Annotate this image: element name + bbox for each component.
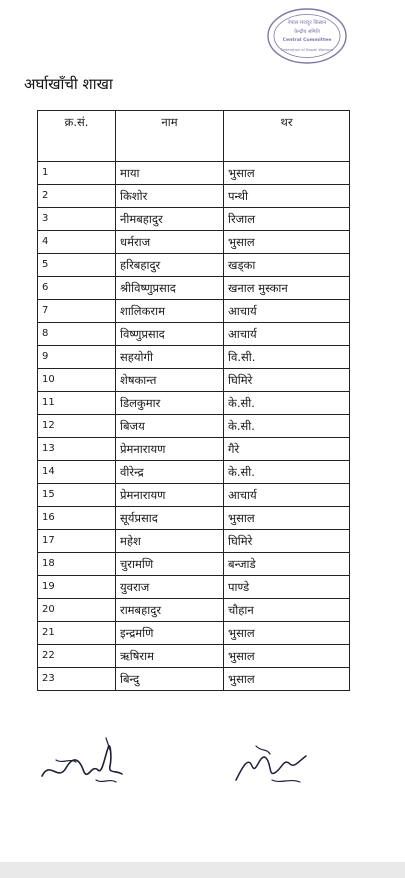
organization-stamp: [266, 6, 348, 66]
serial-number-cell: 15: [38, 484, 116, 507]
surname-cell: आचार्य: [224, 323, 350, 346]
serial-number-cell: 21: [38, 622, 116, 645]
surname-cell: वि.सी.: [224, 346, 350, 369]
table-row: [38, 461, 350, 484]
serial-number-cell: 11: [38, 392, 116, 415]
serial-number-cell: 10: [38, 369, 116, 392]
serial-number-cell: 13: [38, 438, 116, 461]
surname-cell: भुसाल: [224, 622, 350, 645]
table-row: [38, 668, 350, 691]
name-cell: सूर्यप्रसाद: [116, 507, 224, 530]
serial-number-cell: 3: [38, 208, 116, 231]
serial-number-cell: 6: [38, 277, 116, 300]
surname-cell: भुसाल: [224, 162, 350, 185]
table-row: [38, 576, 350, 599]
serial-number-cell: 20: [38, 599, 116, 622]
name-cell: चुरामणि: [116, 553, 224, 576]
serial-number-cell: 2: [38, 185, 116, 208]
name-cell: डिलकुमार: [116, 392, 224, 415]
surname-cell: भुसाल: [224, 231, 350, 254]
header-serial-number: क्र.सं.: [38, 111, 116, 162]
name-cell: धर्मराज: [116, 231, 224, 254]
name-cell: प्रेमनारायण: [116, 484, 224, 507]
name-cell: रामबहादुर: [116, 599, 224, 622]
surname-cell: पन्थी: [224, 185, 350, 208]
name-cell: युवराज: [116, 576, 224, 599]
table-row: [38, 599, 350, 622]
table-row: [38, 645, 350, 668]
surname-cell: खड्का: [224, 254, 350, 277]
table-row: [38, 392, 350, 415]
stamp-line-4: Federation of Nepali Workers: [281, 48, 333, 52]
surname-cell: घिमिरे: [224, 530, 350, 553]
name-cell: ऋषिराम: [116, 645, 224, 668]
surname-cell: भुसाल: [224, 507, 350, 530]
serial-number-cell: 14: [38, 461, 116, 484]
name-cell: इन्द्रमणि: [116, 622, 224, 645]
serial-number-cell: 4: [38, 231, 116, 254]
serial-number-cell: 1: [38, 162, 116, 185]
surname-cell: रिजाल: [224, 208, 350, 231]
table-row: [38, 323, 350, 346]
signature-right: [232, 738, 312, 794]
surname-cell: के.सी.: [224, 415, 350, 438]
handwritten-signature-icon: [232, 738, 312, 794]
serial-number-cell: 19: [38, 576, 116, 599]
name-cell: माया: [116, 162, 224, 185]
table-row: [38, 254, 350, 277]
name-cell: महेश: [116, 530, 224, 553]
surname-cell: भुसाल: [224, 645, 350, 668]
table-row: [38, 369, 350, 392]
table-row: [38, 346, 350, 369]
name-cell: शेषकान्त: [116, 369, 224, 392]
header-surname: थर: [224, 111, 350, 162]
surname-cell: चौहान: [224, 599, 350, 622]
table-row: [38, 415, 350, 438]
stamp-line-3: Central Committee: [282, 38, 332, 43]
name-cell: वीरेन्द्र: [116, 461, 224, 484]
serial-number-cell: 23: [38, 668, 116, 691]
name-cell: नीमबहादुर: [116, 208, 224, 231]
serial-number-cell: 12: [38, 415, 116, 438]
table-row: [38, 300, 350, 323]
table-row: [38, 185, 350, 208]
serial-number-cell: 8: [38, 323, 116, 346]
table-row: [38, 277, 350, 300]
table-row: [38, 208, 350, 231]
surname-cell: के.सी.: [224, 392, 350, 415]
section-title: अर्घाखाँची शाखा: [24, 75, 113, 93]
name-cell: हरिबहादुर: [116, 254, 224, 277]
serial-number-cell: 5: [38, 254, 116, 277]
surname-cell: खनाल मुस्कान: [224, 277, 350, 300]
serial-number-cell: 9: [38, 346, 116, 369]
surname-cell: घिमिरे: [224, 369, 350, 392]
serial-number-cell: 22: [38, 645, 116, 668]
serial-number-cell: 18: [38, 553, 116, 576]
serial-number-cell: 16: [38, 507, 116, 530]
handwritten-signature-icon: [36, 730, 136, 790]
stamp-line-1: नेपाल मजदुर किसान: [287, 20, 327, 26]
table-row: [38, 553, 350, 576]
table-row: [38, 231, 350, 254]
name-cell: सहयोगी: [116, 346, 224, 369]
surname-cell: पाण्डे: [224, 576, 350, 599]
name-cell: बिजय: [116, 415, 224, 438]
table-row: [38, 622, 350, 645]
name-cell: श्रीविष्णुप्रसाद: [116, 277, 224, 300]
name-cell: विष्णुप्रसाद: [116, 323, 224, 346]
name-cell: किशोर: [116, 185, 224, 208]
stamp-seal-icon: [266, 6, 348, 66]
name-cell: बिन्दु: [116, 668, 224, 691]
surname-cell: गैरे: [224, 438, 350, 461]
surname-cell: भुसाल: [224, 668, 350, 691]
table-row: [38, 162, 350, 185]
name-cell: शालिकराम: [116, 300, 224, 323]
surname-cell: आचार्य: [224, 300, 350, 323]
table-header-row: [38, 111, 350, 162]
stamp-line-2: केन्द्रीय समिति: [294, 29, 320, 35]
name-cell: प्रेमनारायण: [116, 438, 224, 461]
table-row: [38, 438, 350, 461]
surname-cell: के.सी.: [224, 461, 350, 484]
serial-number-cell: 17: [38, 530, 116, 553]
serial-number-cell: 7: [38, 300, 116, 323]
member-table: [37, 110, 350, 691]
surname-cell: बन्जाडे: [224, 553, 350, 576]
signature-left: [36, 730, 136, 790]
surname-cell: आचार्य: [224, 484, 350, 507]
bottom-band: [0, 862, 405, 878]
table-row: [38, 507, 350, 530]
header-name: नाम: [116, 111, 224, 162]
table-row: [38, 484, 350, 507]
table-row: [38, 530, 350, 553]
